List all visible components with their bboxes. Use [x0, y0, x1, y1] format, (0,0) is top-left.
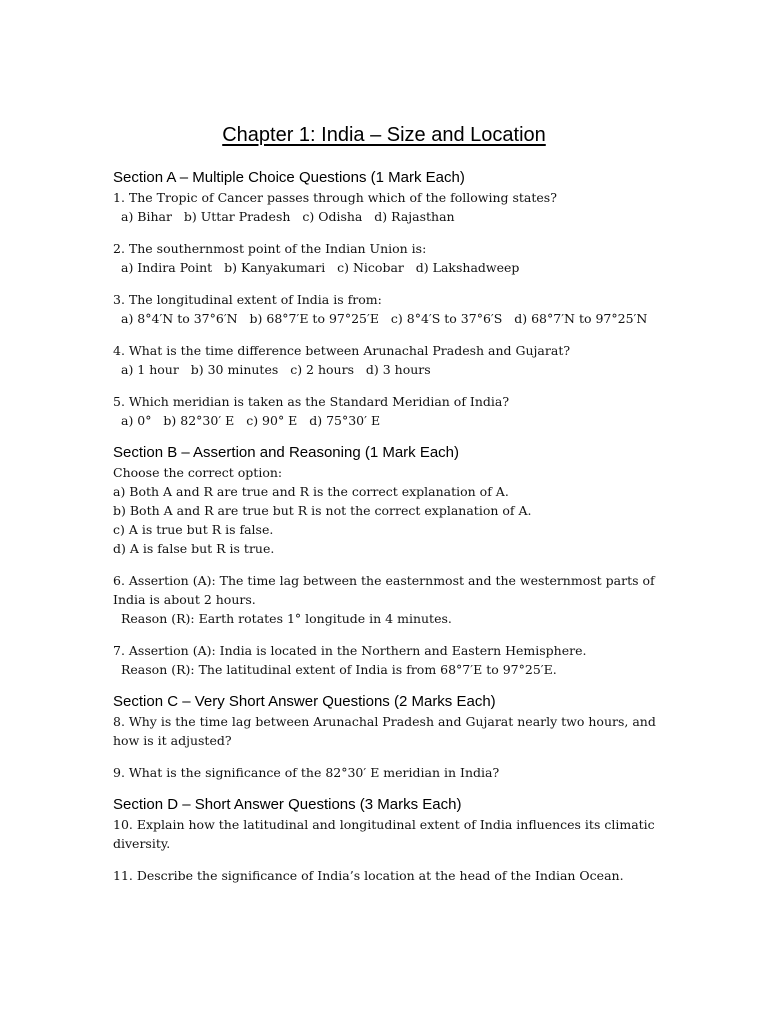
question-4: [113, 341, 658, 379]
question-10: [113, 815, 658, 853]
assertion-text: 6. Assertion (A): The time lag between the easternmost and the westernmost parts of India is about 2 hours.: [113, 573, 655, 607]
question-options: a) Bihar b) Uttar Pradesh c) Odisha d) Rajasthan: [121, 209, 455, 224]
section-a-heading: Section A – Multiple Choice Questions (1 Mark Each): [113, 169, 465, 186]
instruction-line: b) Both A and R are true but R is not the correct explanation of A.: [113, 503, 532, 518]
question-2: [113, 239, 658, 277]
question-9: [113, 763, 658, 782]
section-c-heading: Section C – Very Short Answer Questions (2 Marks Each): [113, 693, 496, 710]
question-options: a) 0° b) 82°30′ E c) 90° E d) 75°30′ E: [121, 413, 381, 428]
question-8: [113, 712, 658, 750]
question-options: a) 8°4′N to 37°6′N b) 68°7′E to 97°25′E c) 8°4′S to 37°6′S d) 68°7′N to 97°25′N: [121, 311, 648, 326]
question-3: [113, 290, 658, 328]
instruction-line: c) A is true but R is false.: [113, 522, 274, 537]
instruction-line: d) A is false but R is true.: [113, 541, 275, 556]
section-d: [113, 795, 658, 885]
assertion-text: 7. Assertion (A): India is located in the Northern and Eastern Hemisphere.: [113, 643, 587, 658]
section-b: [113, 443, 658, 679]
question-options: a) 1 hour b) 30 minutes c) 2 hours d) 3 hours: [121, 362, 431, 377]
question-7: [113, 641, 658, 679]
question-5: [113, 392, 658, 430]
question-6: [113, 571, 658, 628]
reason-text: Reason (R): Earth rotates 1° longitude in 4 minutes.: [121, 611, 452, 626]
question-text: 1. The Tropic of Cancer passes through which of the following states?: [113, 190, 557, 205]
section-b-heading: Section B – Assertion and Reasoning (1 Mark Each): [113, 444, 460, 461]
question-text: 8. Why is the time lag between Arunachal Pradesh and Gujarat nearly two hours, and how is it adjusted?: [113, 714, 656, 748]
question-options: a) Indira Point b) Kanyakumari c) Nicobar d) Lakshadweep: [121, 260, 520, 275]
section-c: [113, 692, 658, 782]
question-text: 9. What is the significance of the 82°30′ E meridian in India?: [113, 765, 500, 780]
instruction-line: Choose the correct option:: [113, 465, 283, 480]
document-body: [113, 168, 658, 898]
chapter-title: Chapter 1: India – Size and Location: [222, 124, 546, 146]
question-11: [113, 866, 658, 885]
question-1: [113, 188, 658, 226]
section-d-heading: Section D – Short Answer Questions (3 Marks Each): [113, 796, 462, 813]
question-text: 5. Which meridian is taken as the Standard Meridian of India?: [113, 394, 510, 409]
reason-text: Reason (R): The latitudinal extent of India is from 68°7′E to 97°25′E.: [121, 662, 557, 677]
instruction-line: a) Both A and R are true and R is the correct explanation of A.: [113, 484, 509, 499]
question-text: 2. The southernmost point of the Indian Union is:: [113, 241, 427, 256]
question-text: 10. Explain how the latitudinal and longitudinal extent of India influences its climatic diversity.: [113, 817, 655, 851]
section-a: [113, 168, 658, 430]
question-text: 11. Describe the significance of India’s location at the head of the Indian Ocean.: [113, 868, 624, 883]
instructions: [113, 463, 658, 558]
question-text: 4. What is the time difference between Arunachal Pradesh and Gujarat?: [113, 343, 571, 358]
question-text: 3. The longitudinal extent of India is from:: [113, 292, 382, 307]
